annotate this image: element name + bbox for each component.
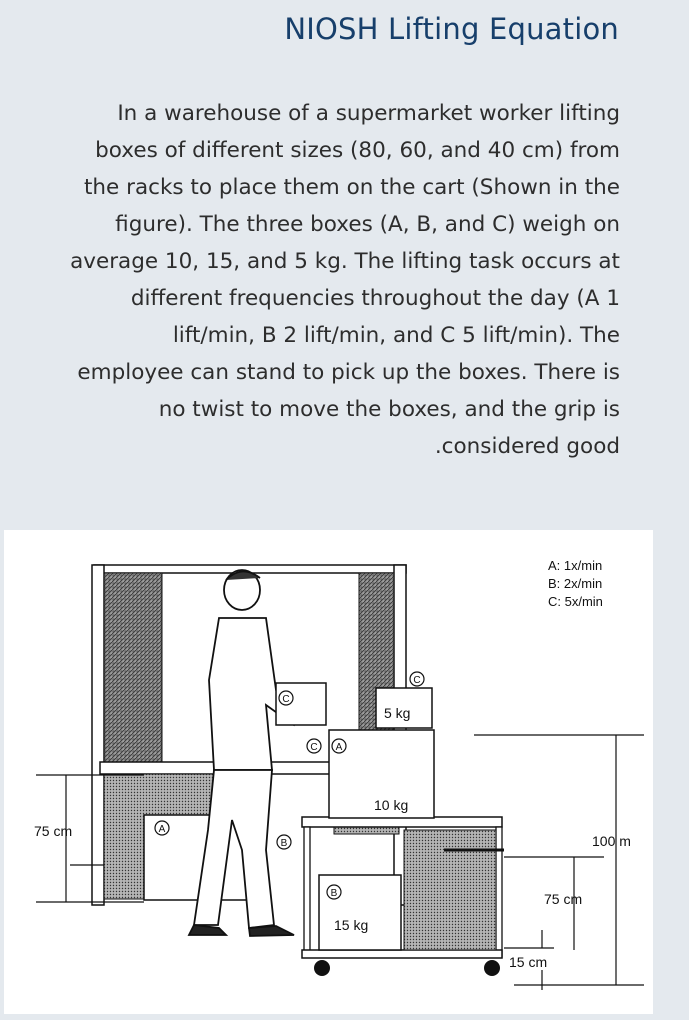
page-title: NIOSH Lifting Equation (284, 12, 619, 46)
svg-text:C: C (413, 675, 421, 686)
problem-line: In a warehouse of a supermarket worker lifting (117, 101, 620, 126)
svg-text:A: A (158, 824, 166, 835)
problem-statement (30, 95, 620, 465)
frequency-a: A: 1x/min (548, 558, 603, 573)
problem-line: no twist to move the boxes, and the grip is (158, 397, 620, 422)
problem-line: the racks to place them on the cart (Shown in the (83, 175, 620, 200)
svg-text:A: A (335, 742, 343, 753)
svg-text:C: C (310, 742, 318, 753)
svg-text:B: B (280, 838, 288, 849)
right-height-label: 100 m (592, 833, 631, 849)
cart-low-label: 15 cm (509, 954, 548, 970)
cart-height-label: 75 cm (544, 891, 583, 907)
box-b-weight: 15 kg (334, 917, 369, 933)
box-c-weight: 5 kg (384, 705, 411, 721)
problem-line: .considered good (434, 434, 620, 459)
lifting-figure (4, 530, 653, 1014)
svg-text:B: B (330, 888, 338, 899)
worker-figure (189, 570, 300, 936)
svg-text:C: C (282, 694, 290, 705)
left-height-label: 75 cm (34, 823, 73, 839)
frequency-c: C: 5x/min (548, 594, 603, 609)
problem-line: boxes of different sizes (80, 60, and 40 cm) from (95, 138, 620, 163)
problem-line: different frequencies throughout the day (A 1 (130, 286, 620, 311)
box-a-weight: 10 kg (374, 797, 409, 813)
frequency-b: B: 2x/min (548, 576, 603, 591)
problem-line: average 10, 15, and 5 kg. The lifting task occurs at (70, 249, 620, 274)
problem-line: figure). The three boxes (A, B, and C) weigh on (115, 212, 620, 237)
problem-line: lift/min, B 2 lift/min, and C 5 lift/min). The (172, 323, 620, 348)
problem-line: employee can stand to pick up the boxes. There is (77, 360, 620, 385)
lifting-illustration (4, 530, 653, 1014)
